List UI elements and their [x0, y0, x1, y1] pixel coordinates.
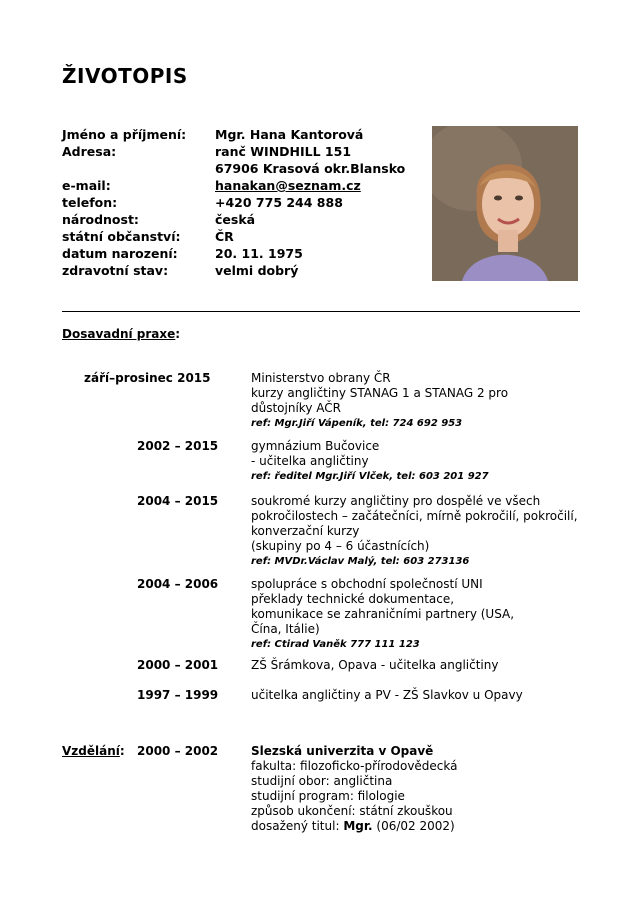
- job-line: soukromé kurzy angličtiny pro dospělé ve všech: [251, 494, 541, 508]
- degree-suffix: (06/02 2002): [372, 819, 455, 833]
- education-heading: [62, 744, 125, 758]
- info-row: [62, 143, 405, 160]
- experience-heading-text: Dosavadní praxe: [62, 327, 176, 341]
- email-link[interactable]: hanakan@seznam.cz: [215, 178, 361, 193]
- job-line: komunikace se zahraničními partnery (USA,: [251, 607, 515, 621]
- education-line: studijní obor: angličtina: [251, 774, 393, 788]
- job-date: 2004 – 2006: [137, 577, 219, 591]
- info-label: datum narození:: [62, 246, 178, 261]
- job-line: učitelka angličtiny a PV - ZŠ Slavkov u Opavy: [251, 688, 523, 702]
- job-date: září–prosinec 2015: [84, 371, 211, 385]
- degree-line: [251, 819, 458, 834]
- job-line: překlady technické dokumentace,: [251, 592, 455, 606]
- info-row: [62, 177, 405, 194]
- education-heading-text: Vzdělání: [62, 744, 120, 758]
- job-reference: ref: Mgr.Jiří Vápeník, tel: 724 692 953: [251, 418, 463, 429]
- education-line: fakulta: filozoficko-přírodovědecká: [251, 759, 458, 773]
- job-reference: ref: MVDr.Václav Malý, tel: 603 273136: [251, 556, 470, 567]
- school-name: Slezská univerzita v Opavě: [251, 744, 434, 758]
- experience-heading: [62, 327, 180, 341]
- degree-prefix: dosažený titul:: [251, 819, 344, 833]
- info-value: 67906 Krasová okr.Blansko: [215, 161, 406, 176]
- info-row: [62, 245, 405, 262]
- job-details: [251, 577, 514, 652]
- info-value: Mgr. Hana Kantorová: [215, 127, 364, 142]
- info-label: telefon:: [62, 195, 118, 210]
- job-date: 1997 – 1999: [137, 688, 219, 702]
- info-label: [62, 160, 215, 177]
- info-row: [62, 211, 405, 228]
- portrait-image: [432, 126, 578, 281]
- profile-photo: [432, 126, 578, 281]
- divider: [62, 311, 580, 312]
- job-details: [251, 494, 578, 569]
- info-value: česká: [215, 212, 256, 227]
- job-line: pokročilostech – začátečníci, mírně pokročilí, pokročilí,: [251, 509, 578, 523]
- page-title: ŽIVOTOPIS: [62, 64, 188, 88]
- job-line: - učitelka angličtiny: [251, 454, 369, 468]
- job-line: spolupráce s obchodní společností UNI: [251, 577, 483, 591]
- education-details: [251, 744, 458, 834]
- job-date: 2002 – 2015: [137, 439, 219, 453]
- info-label: Jméno a příjmení:: [62, 127, 187, 142]
- info-label: státní občanství:: [62, 229, 181, 244]
- info-row: [62, 160, 405, 177]
- job-line: gymnázium Bučovice: [251, 439, 380, 453]
- info-value: velmi dobrý: [215, 263, 299, 278]
- job-line: konverzační kurzy: [251, 524, 360, 538]
- info-value: +420 775 244 888: [215, 195, 343, 210]
- job-line: kurzy angličtiny STANAG 1 a STANAG 2 pro: [251, 386, 509, 400]
- info-label: národnost:: [62, 212, 139, 227]
- job-details: [251, 371, 508, 431]
- experience-heading-colon: :: [175, 327, 181, 341]
- job-reference: ref: ředitel Mgr.Jiří Vlček, tel: 603 201 927: [251, 471, 489, 482]
- job-line: ZŠ Šrámkova, Opava - učitelka angličtiny: [251, 658, 499, 672]
- info-row: [62, 194, 405, 211]
- info-value: 20. 11. 1975: [215, 246, 303, 261]
- education-line: způsob ukončení: státní zkouškou: [251, 804, 453, 818]
- info-label: Adresa:: [62, 144, 117, 159]
- job-date: 2004 – 2015: [137, 494, 219, 508]
- info-row: [62, 262, 405, 279]
- personal-info: [62, 126, 405, 279]
- job-line: Čína, Itálie): [251, 622, 320, 636]
- job-date: 2000 – 2001: [137, 658, 219, 672]
- info-label: zdravotní stav:: [62, 263, 169, 278]
- job-details: [251, 658, 498, 673]
- info-row: [62, 228, 405, 245]
- info-value: ranč WINDHILL 151: [215, 144, 352, 159]
- job-line: Ministerstvo obrany ČR: [251, 371, 391, 385]
- job-details: [251, 439, 489, 484]
- info-value: ČR: [215, 229, 234, 244]
- education-date: 2000 – 2002: [137, 744, 219, 758]
- education-heading-colon: :: [119, 744, 125, 758]
- job-line: důstojníky AČR: [251, 401, 341, 415]
- job-reference: ref: Ctirad Vaněk 777 111 123: [251, 639, 420, 650]
- info-row: [62, 126, 405, 143]
- degree-title: Mgr.: [343, 819, 373, 833]
- education-line: studijní program: filologie: [251, 789, 405, 803]
- job-line: (skupiny po 4 – 6 účastnících): [251, 539, 430, 553]
- info-label: e-mail:: [62, 178, 111, 193]
- job-details: [251, 688, 523, 703]
